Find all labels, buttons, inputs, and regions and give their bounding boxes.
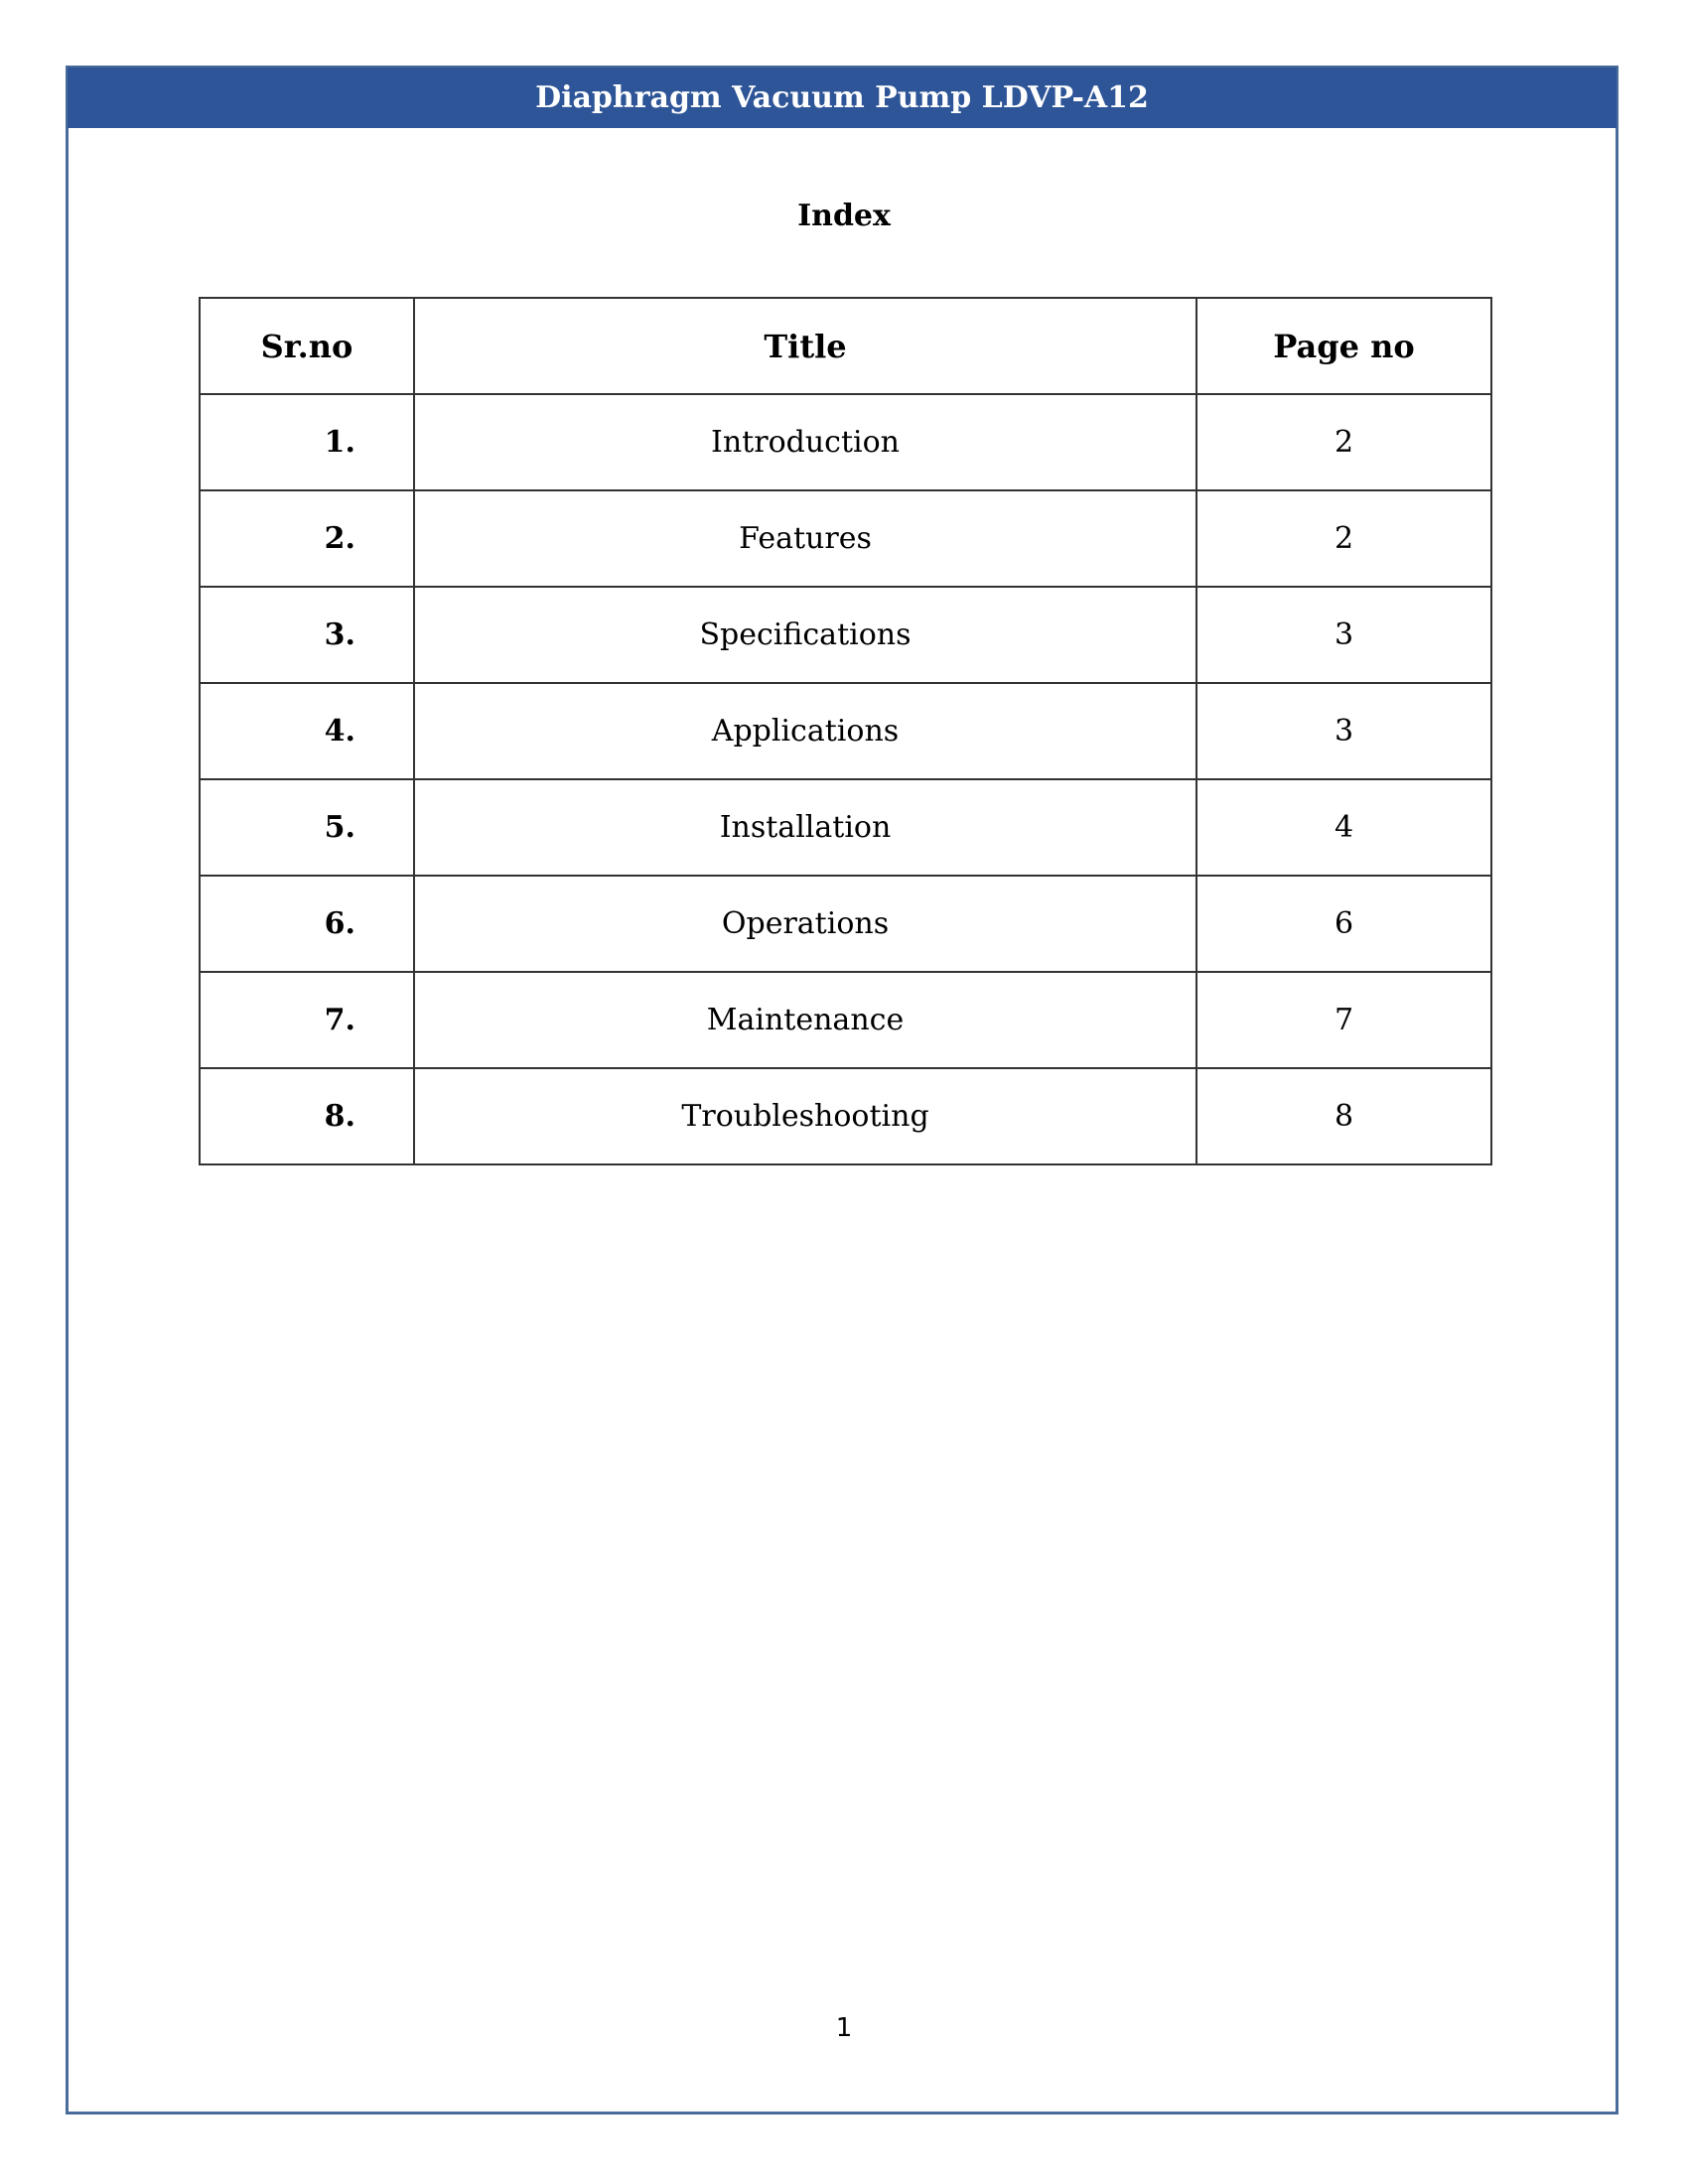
row-sr: 3. (200, 587, 414, 683)
row-sr: 7. (200, 972, 414, 1068)
row-page: 2 (1196, 394, 1491, 490)
row-title: Features (414, 490, 1196, 587)
row-page: 7 (1196, 972, 1491, 1068)
table-row (200, 587, 1491, 683)
table-row (200, 394, 1491, 490)
row-title: Maintenance (414, 972, 1196, 1068)
column-header-page: Page no (1196, 298, 1491, 394)
table-row (200, 876, 1491, 972)
index-heading: Index (797, 199, 891, 233)
header-bar (68, 68, 1617, 128)
row-page: 8 (1196, 1068, 1491, 1164)
row-sr: 5. (200, 779, 414, 876)
page-number: 1 (835, 2013, 853, 2043)
row-page: 3 (1196, 587, 1491, 683)
row-page: 2 (1196, 490, 1491, 587)
table-row (200, 1068, 1491, 1164)
row-sr: 2. (200, 490, 414, 587)
row-title: Operations (414, 876, 1196, 972)
row-sr: 6. (200, 876, 414, 972)
table-row (200, 972, 1491, 1068)
table-row (200, 779, 1491, 876)
row-title: Specifications (414, 587, 1196, 683)
table-header-row (200, 298, 1491, 394)
document-title: Diaphragm Vacuum Pump LDVP-A12 (535, 80, 1149, 115)
row-title: Installation (414, 779, 1196, 876)
column-header-title: Title (414, 298, 1196, 394)
index-table (199, 297, 1492, 1165)
row-page: 6 (1196, 876, 1491, 972)
column-header-sr: Sr.no (200, 298, 414, 394)
row-title: Applications (414, 683, 1196, 779)
row-title: Troubleshooting (414, 1068, 1196, 1164)
row-title: Introduction (414, 394, 1196, 490)
row-sr: 8. (200, 1068, 414, 1164)
row-sr: 4. (200, 683, 414, 779)
row-page: 4 (1196, 779, 1491, 876)
row-sr: 1. (200, 394, 414, 490)
row-page: 3 (1196, 683, 1491, 779)
table-row (200, 683, 1491, 779)
table-row (200, 490, 1491, 587)
